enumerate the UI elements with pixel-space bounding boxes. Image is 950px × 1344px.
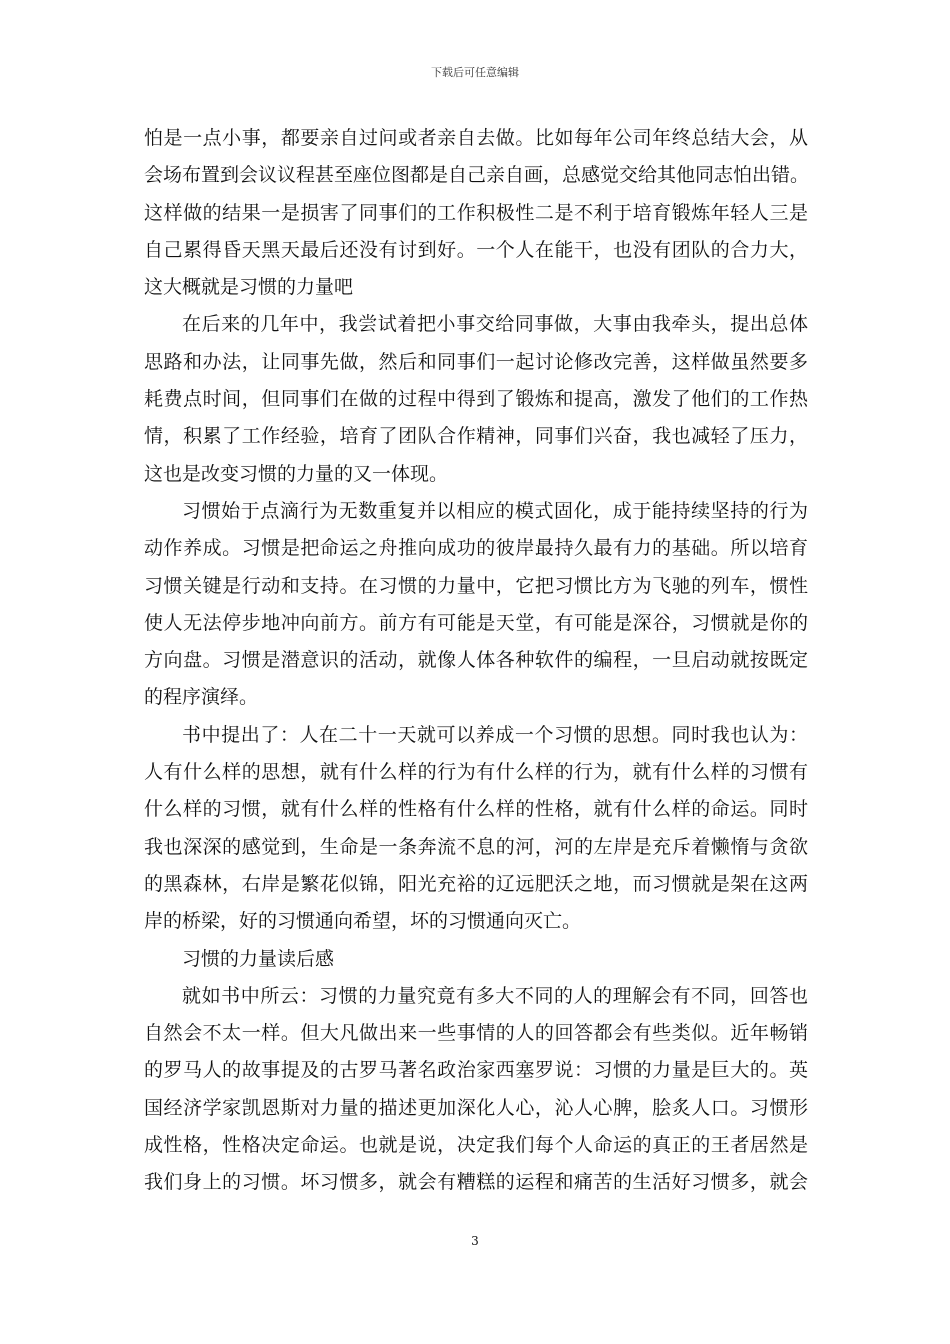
page-header: 下载后可任意编辑 — [431, 66, 519, 79]
text-line: 什么样的习惯，就有什么样的性格有什么样的性格，就有什么样的命运。同时 — [144, 798, 808, 821]
text-line: 使人无法停步地冲向前方。前方有可能是天堂，有可能是深谷，习惯就是你的 — [144, 611, 808, 634]
text-line: 怕是一点小事，都要亲自过问或者亲自去做。比如每年公司年终总结大会，从 — [144, 127, 808, 149]
text-line: 思路和办法，让同事先做，然后和同事们一起讨论修改完善，这样做虽然要多 — [144, 350, 808, 373]
text-line: 的程序演绎。 — [144, 686, 259, 709]
text-line: 的黑森林，右岸是繁花似锦，阳光充裕的辽远肥沃之地，而习惯就是架在这两 — [144, 872, 808, 895]
text-line: 这样做的结果一是损害了同事们的工作积极性二是不利于培育锻炼年轻人三是 — [144, 201, 808, 224]
text-line: 情，积累了工作经验，培育了团队合作精神，同事们兴奋，我也减轻了压力， — [144, 425, 808, 448]
text-line: 岸的桥梁，好的习惯通向希望，坏的习惯通向灭亡。 — [144, 910, 582, 933]
text-line: 习惯始于点滴行为无数重复并以相应的模式固化，成于能持续坚持的行为 — [182, 499, 808, 522]
text-line: 习惯关键是行动和支持。在习惯的力量中，它把习惯比方为飞驰的列车，惯性 — [144, 574, 808, 597]
text-line: 书中提出了：人在二十一天就可以养成一个习惯的思想。同时我也认为： — [182, 723, 808, 746]
text-line: 自己累得昏天黑天最后还没有讨到好。一个人在能干，也没有团队的合力大， — [144, 238, 808, 261]
text-line: 方向盘。习惯是潜意识的活动，就像人体各种软件的编程，一旦启动就按既定 — [144, 649, 808, 672]
text-line: 人有什么样的思想，就有什么样的行为有什么样的行为，就有什么样的习惯有 — [144, 761, 808, 784]
page-number: 3 — [471, 1234, 479, 1248]
text-line: 国经济学家凯恩斯对力量的描述更加深化人心，沁人心脾，脍炙人口。习惯形 — [144, 1096, 808, 1119]
text-line: 会场布置到会议议程甚至座位图都是自己亲自画，总感觉交给其他同志怕出错。 — [144, 164, 810, 187]
text-line: 成性格，性格决定命运。也就是说，决定我们每个人命运的真正的王者居然是 — [144, 1134, 808, 1157]
text-line: 这大概就是习惯的力量吧 — [144, 276, 354, 299]
text-line: 这也是改变习惯的力量的又一体现。 — [144, 462, 449, 485]
text-line: 自然会不太一样。但大凡做出来一些事情的人的回答都会有些类似。近年畅销 — [144, 1022, 808, 1045]
text-line: 在后来的几年中，我尝试着把小事交给同事做，大事由我牵头，提出总体 — [182, 313, 808, 336]
text-line: 耗费点时间，但同事们在做的过程中得到了锻炼和提高，激发了他们的工作热 — [144, 388, 808, 411]
text-line: 的罗马人的故事提及的古罗马著名政治家西塞罗说：习惯的力量是巨大的。英 — [144, 1059, 808, 1082]
document-body — [144, 120, 808, 1202]
text-line: 我也深深的感觉到，生命是一条奔流不息的河，河的左岸是充斥着懒惰与贪欲 — [144, 835, 808, 858]
section-title: 习惯的力量读后感 — [182, 947, 335, 970]
text-line: 我们身上的习惯。坏习惯多，就会有糟糕的运程和痛苦的生活好习惯多，就会 — [144, 1171, 808, 1194]
text-line: 动作养成。习惯是把命运之舟推向成功的彼岸最持久最有力的基础。所以培育 — [144, 537, 808, 560]
text-line: 就如书中所云：习惯的力量究竟有多大不同的人的理解会有不同，回答也 — [182, 984, 808, 1007]
